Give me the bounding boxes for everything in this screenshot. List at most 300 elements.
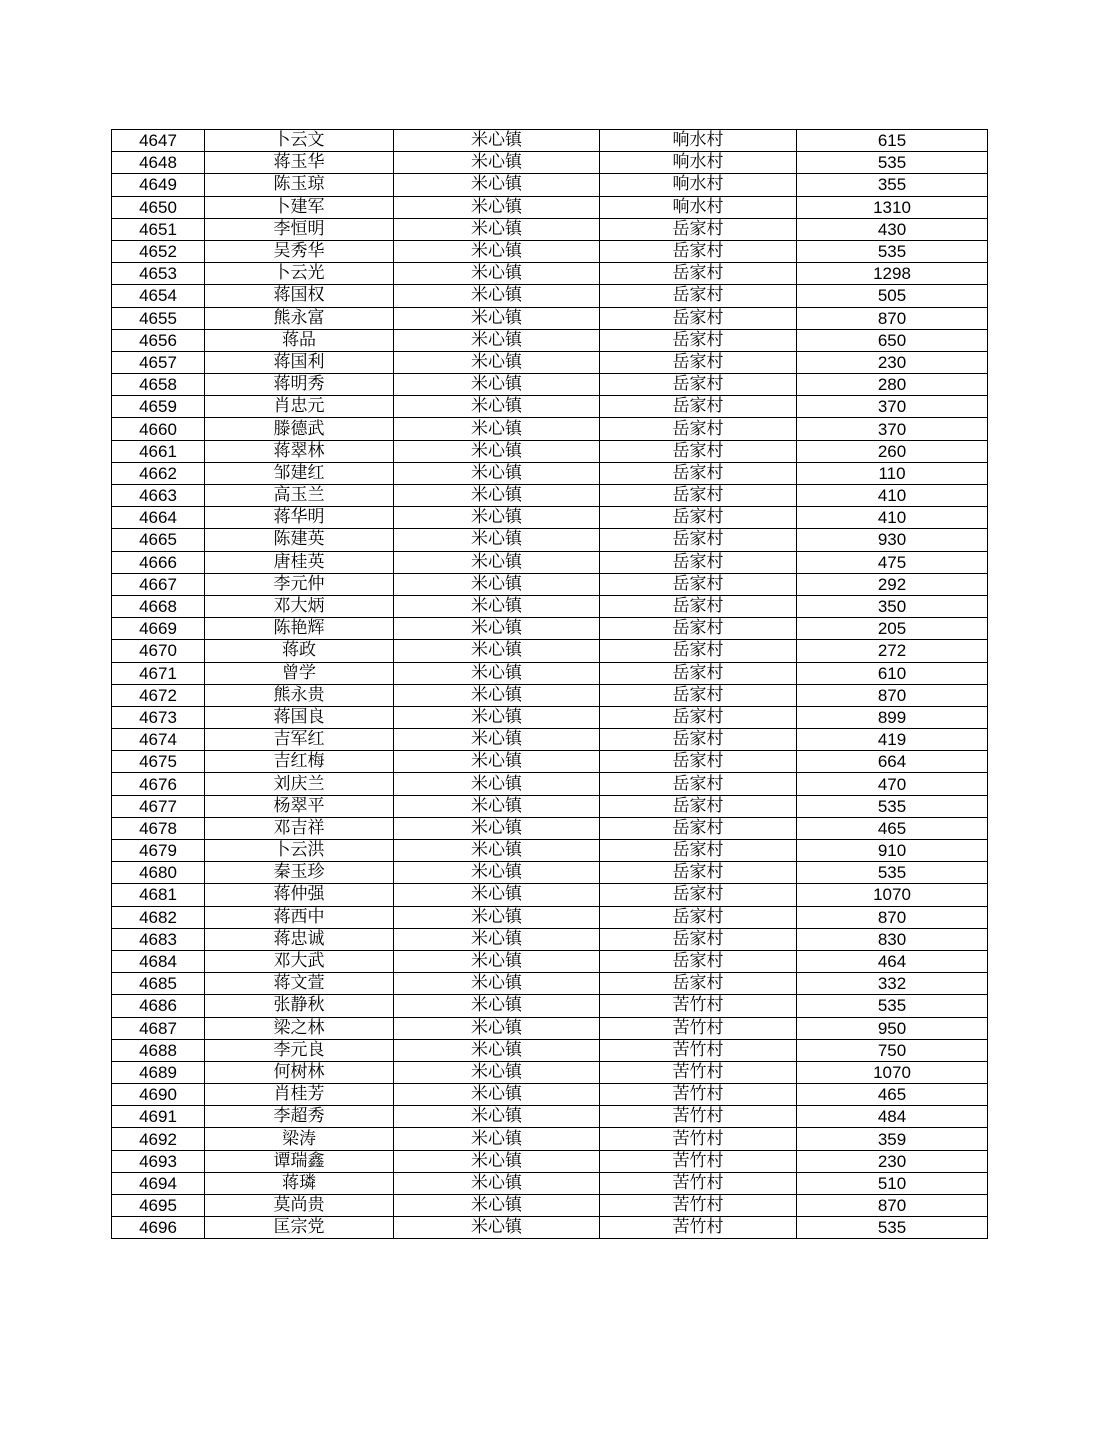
cell-amount: 1070	[797, 1061, 988, 1083]
table-row	[112, 285, 988, 307]
cell-amount: 465	[797, 817, 988, 839]
table-row	[112, 773, 988, 795]
cell-id: 4696	[112, 1217, 205, 1239]
cell-town: 米心镇	[394, 618, 600, 640]
cell-village: 岳家村	[600, 507, 797, 529]
cell-town: 米心镇	[394, 684, 600, 706]
table-row	[112, 1128, 988, 1150]
cell-village: 苦竹村	[600, 1061, 797, 1083]
table-row	[112, 1172, 988, 1194]
cell-amount: 870	[797, 684, 988, 706]
table-row	[112, 995, 988, 1017]
cell-id: 4681	[112, 884, 205, 906]
cell-id: 4648	[112, 152, 205, 174]
cell-id: 4695	[112, 1195, 205, 1217]
cell-town: 米心镇	[394, 862, 600, 884]
table-row	[112, 595, 988, 617]
cell-amount: 535	[797, 240, 988, 262]
table-row	[112, 507, 988, 529]
cell-amount: 470	[797, 773, 988, 795]
cell-town: 米心镇	[394, 218, 600, 240]
cell-id: 4673	[112, 706, 205, 728]
cell-id: 4689	[112, 1061, 205, 1083]
cell-village: 岳家村	[600, 485, 797, 507]
cell-village: 苦竹村	[600, 1084, 797, 1106]
cell-name: 吴秀华	[205, 240, 394, 262]
cell-village: 岳家村	[600, 263, 797, 285]
cell-village: 响水村	[600, 152, 797, 174]
cell-id: 4668	[112, 595, 205, 617]
cell-village: 苦竹村	[600, 1172, 797, 1194]
table-row	[112, 462, 988, 484]
cell-amount: 430	[797, 218, 988, 240]
cell-town: 米心镇	[394, 551, 600, 573]
cell-id: 4663	[112, 485, 205, 507]
cell-id: 4676	[112, 773, 205, 795]
cell-amount: 535	[797, 1217, 988, 1239]
data-table	[111, 129, 988, 1239]
cell-name: 邹建红	[205, 462, 394, 484]
table-row	[112, 928, 988, 950]
cell-village: 岳家村	[600, 884, 797, 906]
cell-town: 米心镇	[394, 240, 600, 262]
cell-id: 4693	[112, 1150, 205, 1172]
cell-amount: 535	[797, 862, 988, 884]
table-row	[112, 662, 988, 684]
cell-village: 岳家村	[600, 817, 797, 839]
cell-town: 米心镇	[394, 1084, 600, 1106]
table-row	[112, 706, 988, 728]
cell-amount: 535	[797, 995, 988, 1017]
table-row	[112, 1150, 988, 1172]
cell-town: 米心镇	[394, 285, 600, 307]
table-row	[112, 884, 988, 906]
table-row	[112, 817, 988, 839]
cell-id: 4652	[112, 240, 205, 262]
cell-village: 苦竹村	[600, 1039, 797, 1061]
cell-amount: 292	[797, 573, 988, 595]
cell-village: 岳家村	[600, 862, 797, 884]
cell-amount: 535	[797, 152, 988, 174]
cell-amount: 750	[797, 1039, 988, 1061]
cell-amount: 870	[797, 307, 988, 329]
cell-amount: 370	[797, 396, 988, 418]
cell-amount: 1070	[797, 884, 988, 906]
cell-name: 梁之林	[205, 1017, 394, 1039]
cell-town: 米心镇	[394, 973, 600, 995]
cell-id: 4669	[112, 618, 205, 640]
cell-name: 蒋璘	[205, 1172, 394, 1194]
cell-village: 苦竹村	[600, 995, 797, 1017]
cell-name: 蒋翠林	[205, 440, 394, 462]
cell-id: 4649	[112, 174, 205, 196]
cell-id: 4686	[112, 995, 205, 1017]
cell-name: 蒋国良	[205, 706, 394, 728]
cell-name: 蒋明秀	[205, 374, 394, 396]
cell-town: 米心镇	[394, 1172, 600, 1194]
cell-village: 岳家村	[600, 218, 797, 240]
table-row	[112, 440, 988, 462]
cell-name: 张静秋	[205, 995, 394, 1017]
cell-name: 唐桂英	[205, 551, 394, 573]
cell-town: 米心镇	[394, 263, 600, 285]
cell-name: 陈玉琼	[205, 174, 394, 196]
cell-town: 米心镇	[394, 196, 600, 218]
table-body	[112, 130, 988, 1239]
cell-id: 4661	[112, 440, 205, 462]
table-row	[112, 573, 988, 595]
cell-village: 岳家村	[600, 595, 797, 617]
table-row	[112, 618, 988, 640]
table-row	[112, 529, 988, 551]
cell-name: 卜建军	[205, 196, 394, 218]
cell-town: 米心镇	[394, 751, 600, 773]
cell-village: 响水村	[600, 130, 797, 152]
cell-town: 米心镇	[394, 1150, 600, 1172]
cell-town: 米心镇	[394, 573, 600, 595]
cell-amount: 110	[797, 462, 988, 484]
table-row	[112, 1039, 988, 1061]
cell-town: 米心镇	[394, 995, 600, 1017]
cell-town: 米心镇	[394, 485, 600, 507]
cell-amount: 272	[797, 640, 988, 662]
cell-id: 4684	[112, 950, 205, 972]
cell-village: 苦竹村	[600, 1128, 797, 1150]
cell-village: 岳家村	[600, 462, 797, 484]
table-row	[112, 396, 988, 418]
cell-name: 蒋玉华	[205, 152, 394, 174]
cell-town: 米心镇	[394, 928, 600, 950]
cell-village: 岳家村	[600, 396, 797, 418]
cell-name: 邓大炳	[205, 595, 394, 617]
cell-village: 岳家村	[600, 307, 797, 329]
cell-name: 李恒明	[205, 218, 394, 240]
cell-village: 岳家村	[600, 640, 797, 662]
cell-town: 米心镇	[394, 640, 600, 662]
cell-amount: 370	[797, 418, 988, 440]
table-row	[112, 418, 988, 440]
cell-amount: 260	[797, 440, 988, 462]
cell-name: 蒋文萱	[205, 973, 394, 995]
cell-amount: 830	[797, 928, 988, 950]
cell-id: 4675	[112, 751, 205, 773]
table-row	[112, 973, 988, 995]
cell-village: 岳家村	[600, 928, 797, 950]
table-row	[112, 130, 988, 152]
table-row	[112, 729, 988, 751]
cell-village: 岳家村	[600, 906, 797, 928]
table-row	[112, 1106, 988, 1128]
cell-name: 谭瑞鑫	[205, 1150, 394, 1172]
cell-name: 李元良	[205, 1039, 394, 1061]
cell-village: 岳家村	[600, 573, 797, 595]
cell-name: 吉红梅	[205, 751, 394, 773]
cell-id: 4679	[112, 840, 205, 862]
cell-id: 4660	[112, 418, 205, 440]
cell-id: 4658	[112, 374, 205, 396]
cell-village: 苦竹村	[600, 1195, 797, 1217]
cell-name: 熊永富	[205, 307, 394, 329]
table-row	[112, 263, 988, 285]
cell-town: 米心镇	[394, 840, 600, 862]
cell-amount: 475	[797, 551, 988, 573]
cell-name: 曾学	[205, 662, 394, 684]
cell-name: 肖忠元	[205, 396, 394, 418]
cell-name: 蒋华明	[205, 507, 394, 529]
cell-amount: 484	[797, 1106, 988, 1128]
cell-village: 苦竹村	[600, 1017, 797, 1039]
cell-amount: 280	[797, 374, 988, 396]
cell-id: 4672	[112, 684, 205, 706]
table-row	[112, 218, 988, 240]
cell-id: 4691	[112, 1106, 205, 1128]
cell-id: 4680	[112, 862, 205, 884]
cell-amount: 230	[797, 351, 988, 373]
cell-amount: 870	[797, 1195, 988, 1217]
cell-village: 岳家村	[600, 795, 797, 817]
cell-name: 李元仲	[205, 573, 394, 595]
cell-name: 蒋品	[205, 329, 394, 351]
cell-village: 岳家村	[600, 285, 797, 307]
cell-amount: 350	[797, 595, 988, 617]
cell-id: 4666	[112, 551, 205, 573]
cell-town: 米心镇	[394, 307, 600, 329]
table-row	[112, 1017, 988, 1039]
cell-name: 刘庆兰	[205, 773, 394, 795]
cell-amount: 610	[797, 662, 988, 684]
table-row	[112, 1195, 988, 1217]
cell-id: 4692	[112, 1128, 205, 1150]
cell-town: 米心镇	[394, 152, 600, 174]
cell-name: 匡宗党	[205, 1217, 394, 1239]
cell-village: 岳家村	[600, 329, 797, 351]
cell-amount: 505	[797, 285, 988, 307]
cell-id: 4657	[112, 351, 205, 373]
cell-town: 米心镇	[394, 329, 600, 351]
cell-id: 4671	[112, 662, 205, 684]
cell-id: 4650	[112, 196, 205, 218]
cell-name: 陈建英	[205, 529, 394, 551]
table-row	[112, 640, 988, 662]
cell-town: 米心镇	[394, 950, 600, 972]
cell-amount: 230	[797, 1150, 988, 1172]
cell-amount: 419	[797, 729, 988, 751]
cell-name: 高玉兰	[205, 485, 394, 507]
table-row	[112, 906, 988, 928]
cell-town: 米心镇	[394, 595, 600, 617]
table-row	[112, 196, 988, 218]
table-row	[112, 795, 988, 817]
cell-village: 岳家村	[600, 529, 797, 551]
cell-town: 米心镇	[394, 130, 600, 152]
cell-town: 米心镇	[394, 351, 600, 373]
cell-id: 4682	[112, 906, 205, 928]
cell-name: 秦玉珍	[205, 862, 394, 884]
cell-village: 岳家村	[600, 440, 797, 462]
cell-id: 4667	[112, 573, 205, 595]
cell-town: 米心镇	[394, 817, 600, 839]
cell-town: 米心镇	[394, 374, 600, 396]
cell-name: 梁涛	[205, 1128, 394, 1150]
cell-name: 何树林	[205, 1061, 394, 1083]
cell-id: 4694	[112, 1172, 205, 1194]
cell-name: 莫尚贵	[205, 1195, 394, 1217]
table-row	[112, 1217, 988, 1239]
cell-amount: 359	[797, 1128, 988, 1150]
cell-amount: 899	[797, 706, 988, 728]
cell-town: 米心镇	[394, 396, 600, 418]
cell-village: 岳家村	[600, 618, 797, 640]
table-row	[112, 240, 988, 262]
cell-amount: 650	[797, 329, 988, 351]
cell-id: 4647	[112, 130, 205, 152]
table-row	[112, 374, 988, 396]
cell-town: 米心镇	[394, 529, 600, 551]
cell-amount: 664	[797, 751, 988, 773]
cell-town: 米心镇	[394, 1061, 600, 1083]
cell-village: 岳家村	[600, 551, 797, 573]
cell-village: 岳家村	[600, 840, 797, 862]
cell-town: 米心镇	[394, 1128, 600, 1150]
cell-id: 4677	[112, 795, 205, 817]
table-row	[112, 751, 988, 773]
cell-amount: 410	[797, 485, 988, 507]
table-row	[112, 1084, 988, 1106]
cell-id: 4665	[112, 529, 205, 551]
cell-id: 4690	[112, 1084, 205, 1106]
cell-town: 米心镇	[394, 418, 600, 440]
cell-name: 蒋国权	[205, 285, 394, 307]
cell-town: 米心镇	[394, 1106, 600, 1128]
cell-town: 米心镇	[394, 906, 600, 928]
cell-village: 岳家村	[600, 418, 797, 440]
cell-id: 4678	[112, 817, 205, 839]
cell-name: 卜云洪	[205, 840, 394, 862]
cell-village: 岳家村	[600, 773, 797, 795]
cell-town: 米心镇	[394, 1195, 600, 1217]
cell-id: 4655	[112, 307, 205, 329]
cell-amount: 510	[797, 1172, 988, 1194]
cell-name: 卜云文	[205, 130, 394, 152]
cell-village: 苦竹村	[600, 1150, 797, 1172]
cell-town: 米心镇	[394, 174, 600, 196]
cell-amount: 615	[797, 130, 988, 152]
cell-town: 米心镇	[394, 884, 600, 906]
cell-town: 米心镇	[394, 440, 600, 462]
cell-village: 岳家村	[600, 684, 797, 706]
cell-id: 4687	[112, 1017, 205, 1039]
cell-name: 蒋仲强	[205, 884, 394, 906]
cell-id: 4662	[112, 462, 205, 484]
cell-name: 蒋国利	[205, 351, 394, 373]
cell-name: 邓吉祥	[205, 817, 394, 839]
cell-village: 苦竹村	[600, 1106, 797, 1128]
cell-town: 米心镇	[394, 1017, 600, 1039]
table-row	[112, 329, 988, 351]
cell-amount: 535	[797, 795, 988, 817]
cell-amount: 870	[797, 906, 988, 928]
cell-town: 米心镇	[394, 1039, 600, 1061]
cell-name: 邓大武	[205, 950, 394, 972]
cell-name: 蒋忠诚	[205, 928, 394, 950]
cell-amount: 410	[797, 507, 988, 529]
cell-village: 岳家村	[600, 729, 797, 751]
cell-village: 岳家村	[600, 973, 797, 995]
cell-amount: 464	[797, 950, 988, 972]
table-row	[112, 840, 988, 862]
cell-name: 陈艳辉	[205, 618, 394, 640]
cell-id: 4651	[112, 218, 205, 240]
cell-village: 岳家村	[600, 240, 797, 262]
table-row	[112, 862, 988, 884]
table-row	[112, 1061, 988, 1083]
cell-amount: 355	[797, 174, 988, 196]
cell-amount: 1310	[797, 196, 988, 218]
cell-id: 4685	[112, 973, 205, 995]
table-row	[112, 307, 988, 329]
cell-town: 米心镇	[394, 1217, 600, 1239]
cell-amount: 950	[797, 1017, 988, 1039]
cell-id: 4674	[112, 729, 205, 751]
cell-town: 米心镇	[394, 507, 600, 529]
cell-id: 4664	[112, 507, 205, 529]
table-row	[112, 152, 988, 174]
cell-village: 岳家村	[600, 662, 797, 684]
cell-name: 杨翠平	[205, 795, 394, 817]
cell-id: 4653	[112, 263, 205, 285]
cell-id: 4654	[112, 285, 205, 307]
cell-id: 4688	[112, 1039, 205, 1061]
cell-town: 米心镇	[394, 773, 600, 795]
cell-amount: 332	[797, 973, 988, 995]
cell-town: 米心镇	[394, 729, 600, 751]
table-row	[112, 174, 988, 196]
cell-name: 卜云光	[205, 263, 394, 285]
cell-village: 岳家村	[600, 751, 797, 773]
cell-village: 岳家村	[600, 950, 797, 972]
cell-village: 响水村	[600, 196, 797, 218]
cell-name: 李超秀	[205, 1106, 394, 1128]
cell-id: 4656	[112, 329, 205, 351]
cell-amount: 465	[797, 1084, 988, 1106]
cell-town: 米心镇	[394, 462, 600, 484]
cell-id: 4659	[112, 396, 205, 418]
cell-town: 米心镇	[394, 706, 600, 728]
cell-id: 4683	[112, 928, 205, 950]
cell-amount: 1298	[797, 263, 988, 285]
cell-village: 岳家村	[600, 374, 797, 396]
table-row	[112, 551, 988, 573]
cell-id: 4670	[112, 640, 205, 662]
cell-village: 岳家村	[600, 706, 797, 728]
cell-amount: 930	[797, 529, 988, 551]
cell-village: 苦竹村	[600, 1217, 797, 1239]
cell-name: 滕德武	[205, 418, 394, 440]
table-row	[112, 950, 988, 972]
cell-town: 米心镇	[394, 795, 600, 817]
table-row	[112, 351, 988, 373]
cell-name: 肖桂芳	[205, 1084, 394, 1106]
cell-name: 熊永贵	[205, 684, 394, 706]
cell-town: 米心镇	[394, 662, 600, 684]
table-row	[112, 485, 988, 507]
table-row	[112, 684, 988, 706]
cell-village: 响水村	[600, 174, 797, 196]
cell-name: 蒋西中	[205, 906, 394, 928]
cell-village: 岳家村	[600, 351, 797, 373]
cell-amount: 910	[797, 840, 988, 862]
cell-amount: 205	[797, 618, 988, 640]
